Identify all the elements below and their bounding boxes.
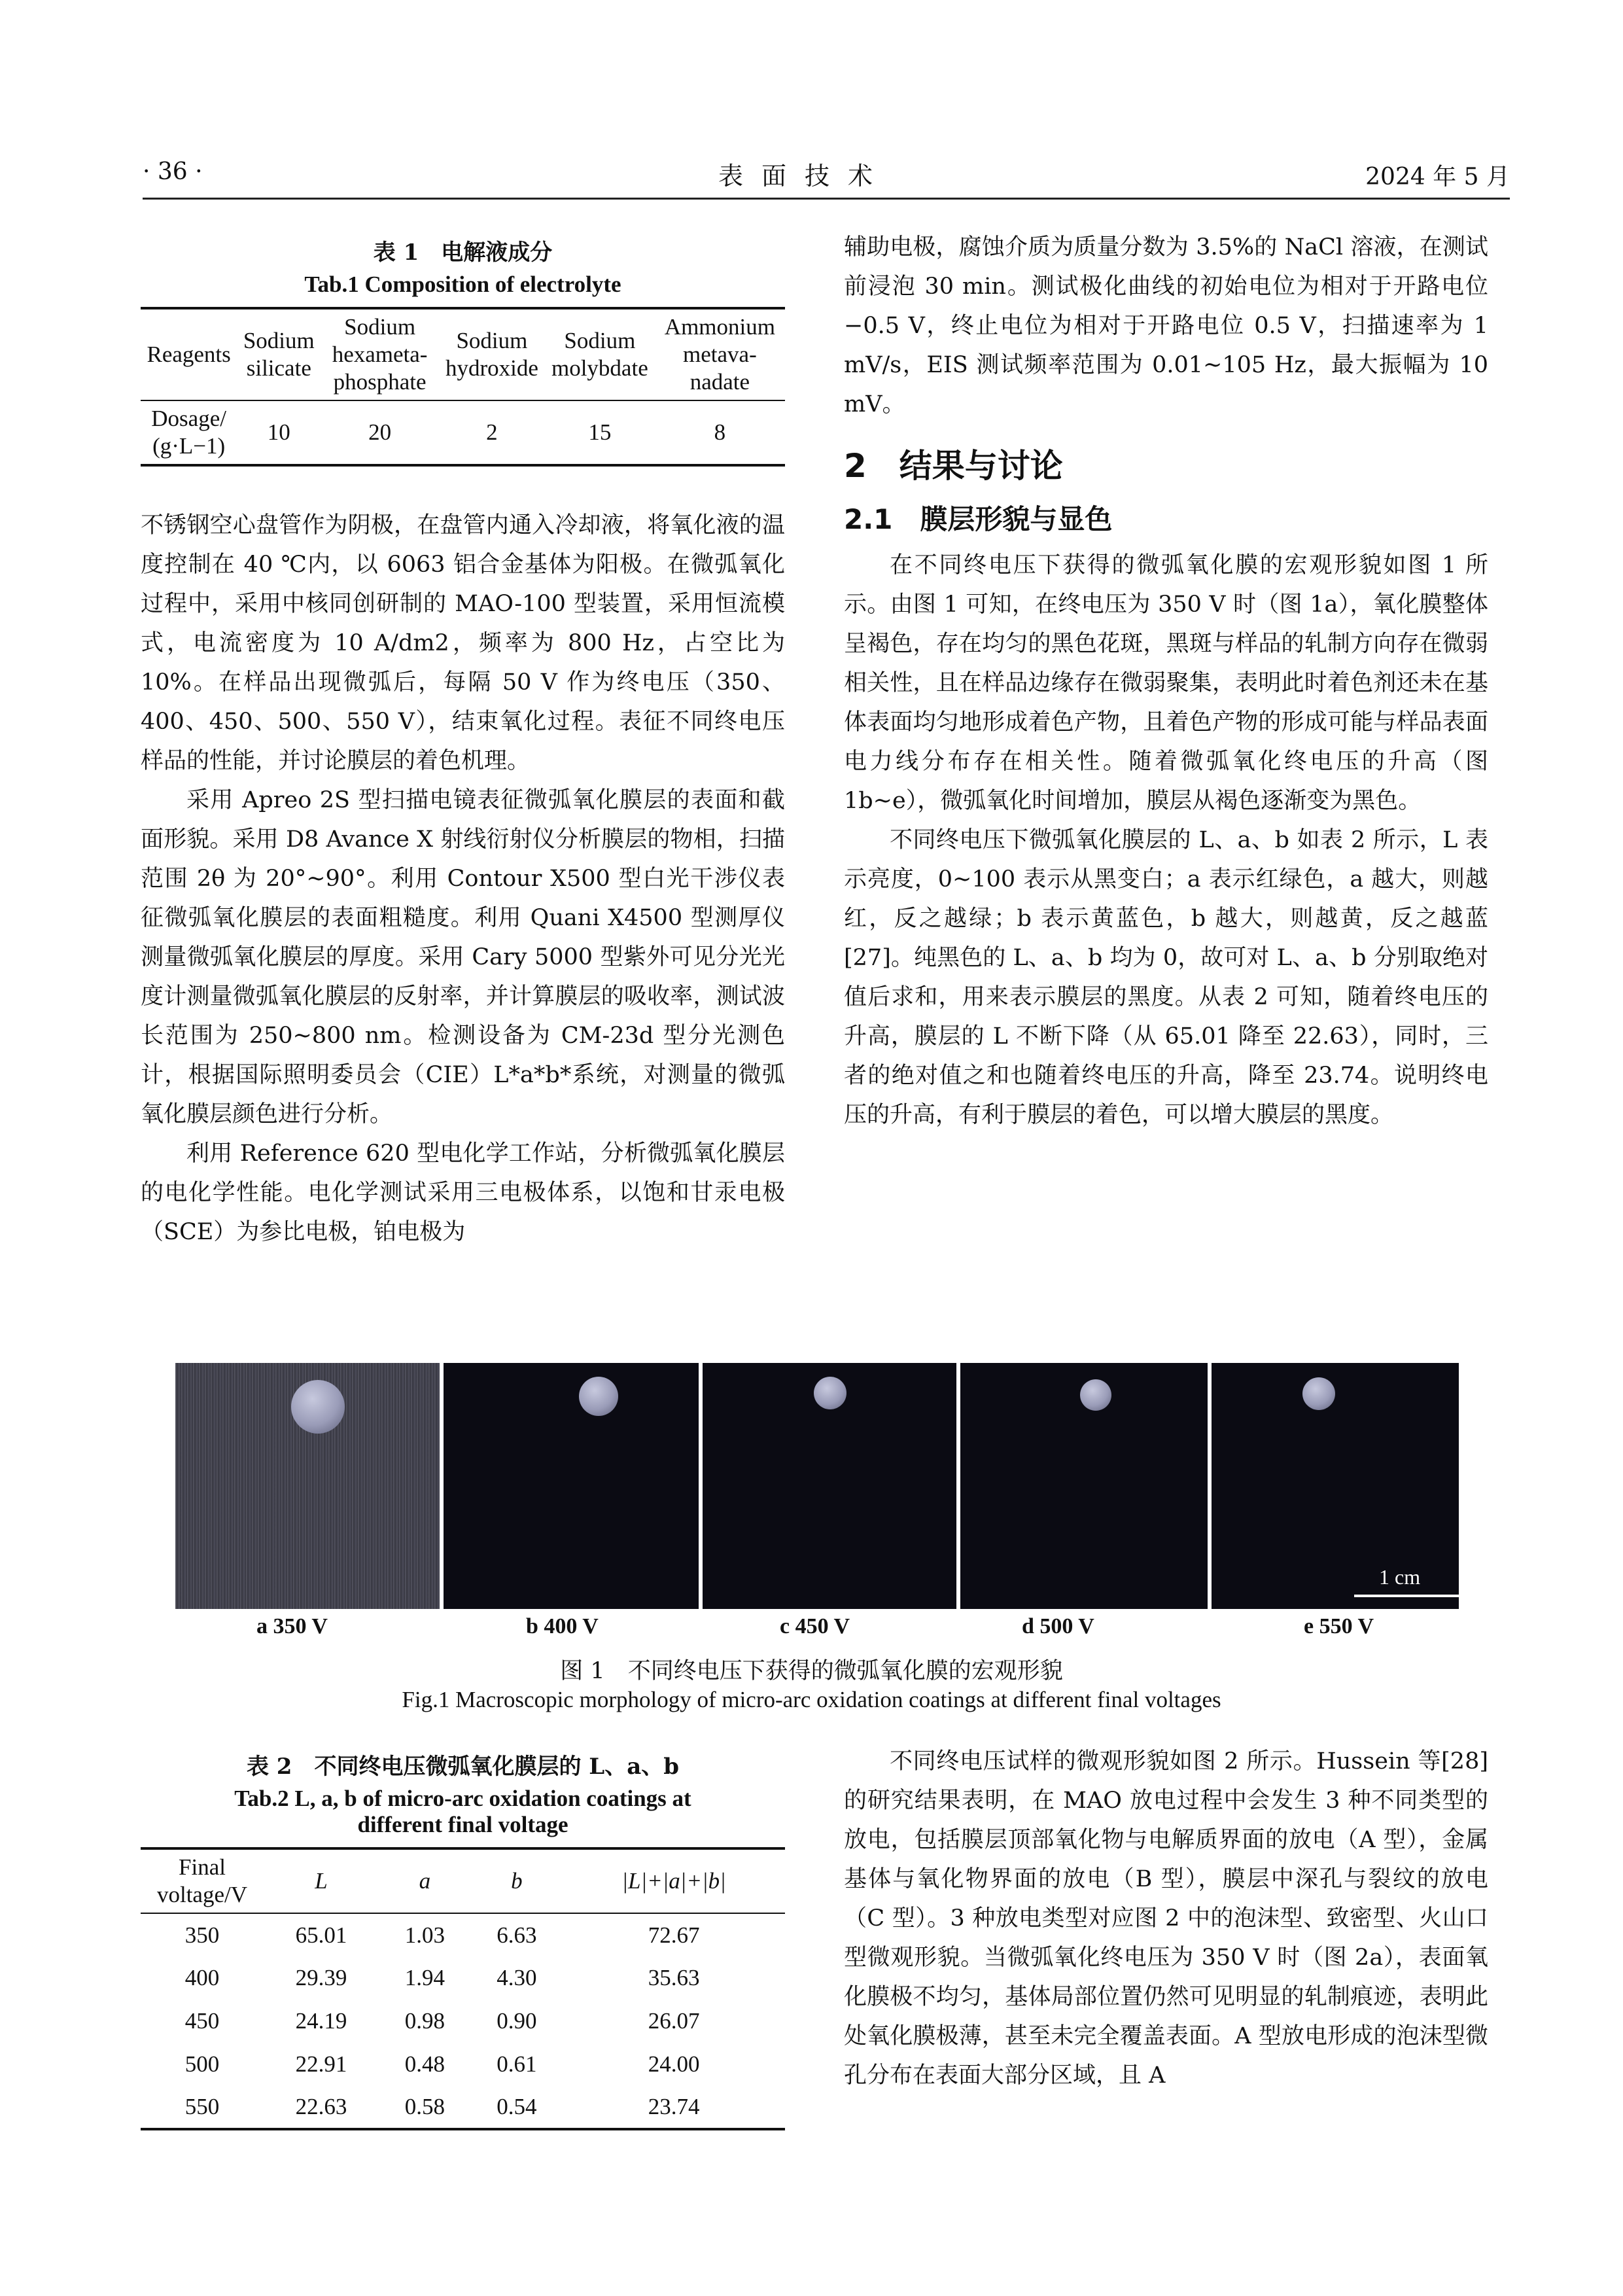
table-2-cell: 6.63 xyxy=(497,1922,537,1948)
table-1-title-cn: 表 1 电解液成分 xyxy=(373,239,553,266)
table-2-cell: 400 xyxy=(184,1965,220,1990)
table-2-cell: 0.90 xyxy=(497,2008,537,2034)
sample-hole xyxy=(291,1380,345,1434)
sample-hole xyxy=(814,1377,846,1409)
figure-1-caption-cn: 图 1 不同终电压下获得的微弧氧化膜的宏观形貌 xyxy=(560,1658,1063,1684)
table-2-cell: 0.61 xyxy=(497,2051,537,2077)
table-2-cell: 24.19 xyxy=(295,2008,347,2034)
table-2-cell: 22.63 xyxy=(295,2094,347,2119)
paragraph: 不同终电压试样的微观形貌如图 2 所示。Hussein 等[28]的研究结果表明，在 MAO 放电过程中会发生 3 种不同类型的放电，包括膜层顶部氧化物与电解质界面的放电（A 型），金属基体与氧化物界面的放电（B 型），膜层中深孔与裂纹的放电（C 型）。3 种放电类型对应图 2 中的泡沫型、致密型、火山口型微观形貌。当微弧氧化终电压为 350 V 时（图 2a），表面氧化膜极不均匀，基体局部位置仍然可见明显的轧制痕迹，表明此处氧化膜极薄，甚至未完全覆盖表面。A 型放电形成的泡沫型微孔分布在表面大部分区域，且 A xyxy=(844,1748,1488,2089)
table-1-header: Sodium hydroxide xyxy=(445,328,538,381)
table-1-cell: 10 xyxy=(267,419,290,445)
paragraph: 利用 Reference 620 型电化学工作站，分析微弧氧化膜层的电化学性能。电化学测试采用三电极体系，以饱和甘汞电极（SCE）为参比电极，铂电极为 xyxy=(141,1140,785,1245)
subsection-heading: 2.1 膜层形貌与显色 xyxy=(844,503,1113,535)
table-1-cell: 15 xyxy=(588,419,612,445)
page-header xyxy=(143,156,1510,200)
sample-hole xyxy=(1302,1377,1335,1410)
photo-label: c 450 V xyxy=(780,1614,850,1638)
paragraph: 采用 Apreo 2S 型扫描电镜表征微弧氧化膜层的表面和截面形貌。采用 D8 Avance X 射线衍射仪分析膜层的物相，扫描范围 2θ 为 20°~90°。利用 Contour X500 型白光干涉仪表征微弧氧化膜层的表面粗糙度。利用 Quani X4500 型测厚仪测量微弧氧化膜层的厚度。采用 Cary 5000 型紫外可见分光光度计测量微弧氧化膜层的反射率，并计算膜层的吸收率，测试波长范围为 250~800 nm。检测设备为 CM-23d 型分光测色计，根据国际照明委员会（CIE）L*a*b*系统，对测量的微弧氧化膜层颜色进行分析。 xyxy=(141,787,785,1127)
table-1-header: Sodium silicate xyxy=(243,328,315,381)
figure-1-caption-en: Fig.1 Macroscopic morphology of micro-arc oxidation coatings at different final voltages xyxy=(402,1687,1221,1712)
scale-bar-label: 1 cm xyxy=(1379,1565,1421,1589)
table-2-header: Final voltage/V xyxy=(156,1854,248,1907)
scale-bar xyxy=(1354,1595,1462,1597)
table-2-cell: 450 xyxy=(184,2008,220,2034)
table-2-header: L xyxy=(315,1868,328,1894)
table-1-cell: 2 xyxy=(486,419,498,445)
paragraph: 不锈钢空心盘管作为阴极，在盘管内通入冷却液，将氧化液的温度控制在 40 ℃内，以 6063 铝合金基体为阳极。在微弧氧化过程中，采用中核同创研制的 MAO-100 型装置，采用恒流模式，电流密度为 10 A/dm2，频率为 800 Hz，占空比为 10%。在样品出现微弧后，每隔 50 V 作为终电压（350、400、450、500、550 V），结束氧化过程。表征不同终电压样品的性能，并讨论膜层的着色机理。 xyxy=(141,512,785,774)
table-2-cell: 35.63 xyxy=(648,1965,700,1990)
table-2-cell: 4.30 xyxy=(497,1965,537,1990)
photo-label: a 350 V xyxy=(256,1614,328,1638)
table-2-cell: 0.98 xyxy=(404,2008,445,2034)
table-2-cell: 22.91 xyxy=(295,2051,347,2077)
table-2-cell: 1.03 xyxy=(404,1922,445,1948)
sample-photo-c xyxy=(703,1363,956,1609)
table-2-cell: 0.54 xyxy=(497,2094,537,2119)
table-1-header: Reagents xyxy=(147,342,231,367)
table-1-header: Sodium molybdate xyxy=(551,328,648,381)
journal-name: 表面技术 xyxy=(718,162,892,190)
sample-photo-e xyxy=(1212,1363,1459,1609)
table-2-cell: 29.39 xyxy=(295,1965,347,1990)
left-column-text xyxy=(141,506,785,1252)
table-2 xyxy=(141,1748,785,2130)
table-2-header: |L|+|a|+|b| xyxy=(621,1868,726,1894)
table-2-header: b xyxy=(511,1868,523,1894)
page-number: · 36 · xyxy=(143,158,203,185)
table-1-grid xyxy=(141,307,785,467)
table-1-cell: 20 xyxy=(368,419,392,445)
table-2-cell: 500 xyxy=(184,2051,220,2077)
table-2-cell: 65.01 xyxy=(295,1922,347,1948)
paragraph: 不同终电压下微弧氧化膜层的 L、a、b 如表 2 所示，L 表示亮度，0~100 表示从黑变白；a 表示红绿色，a 越大，则越红，反之越绿；b 表示黄蓝色，b 越大，则越黄，反之越蓝[27]。纯黑色的 L、a、b 均为 0，故可对 L、a、b 分别取绝对值后求和，用来表示膜层的黑度。从表 2 可知，随着终电压的升高，膜层的 L 不断下降（从 65.01 降至 22.63），同时，三者的绝对值之和也随着终电压的升高，降至 23.74。说明终电压的升高，有利于膜层的着色，可以增大膜层的黑度。 xyxy=(844,827,1488,1128)
table-2-cell: 350 xyxy=(184,1922,220,1948)
table-2-cell: 1.94 xyxy=(404,1965,445,1990)
table-2-cell: 24.00 xyxy=(648,2051,700,2077)
table-2-cell: 0.48 xyxy=(404,2051,445,2077)
sample-photo-d xyxy=(960,1363,1208,1609)
sample-hole xyxy=(579,1377,618,1416)
photo-label: b 400 V xyxy=(526,1614,599,1638)
issue-date: 2024 年 5 月 xyxy=(1365,164,1510,190)
sample-photo-a xyxy=(175,1363,440,1609)
paragraph: 在不同终电压下获得的微弧氧化膜的宏观形貌如图 1 所示。由图 1 可知，在终电压为 350 V 时（图 1a），氧化膜整体呈褐色，存在均匀的黑色花斑，黑斑与样品的轧制方向存在微弱相关性，且在样品边缘存在微弱聚集，表明此时着色剂还未在基体表面均匀地形成着色产物，且着色产物的形成可能与样品表面电力线分布存在相关性。随着微弧氧化终电压的升高（图 1b~e），微弧氧化时间增加，膜层从褐色逐渐变为黑色。 xyxy=(844,552,1488,814)
photo-label: e 550 V xyxy=(1304,1614,1374,1638)
section-heading: 2 结果与讨论 xyxy=(844,447,1063,485)
bottom-right-text xyxy=(844,1742,1488,2095)
table-2-title-cn: 表 2 不同终电压微弧氧化膜层的 L、a、b xyxy=(246,1754,680,1780)
table-2-title-en-1: Tab.2 L, a, b of micro-arc oxidation coatings at xyxy=(234,1786,691,1811)
table-2-cell: 550 xyxy=(184,2094,220,2119)
table-2-grid xyxy=(141,1847,785,2130)
table-2-cell: 72.67 xyxy=(648,1922,700,1948)
table-1-title-en: Tab.1 Composition of electrolyte xyxy=(304,272,621,297)
table-2-title-en-2: different final voltage xyxy=(357,1812,568,1837)
sample-photo-b xyxy=(444,1363,699,1609)
table-2-cell: 26.07 xyxy=(648,2008,700,2034)
table-1-header: Sodium hexameta-phosphate xyxy=(332,314,428,395)
table-1-header: Ammonium metava-nadate xyxy=(664,314,775,395)
paragraph: 辅助电极，腐蚀介质为质量分数为 3.5%的 NaCl 溶液，在测试前浸泡 30 min。测试极化曲线的初始电位为相对于开路电位−0.5 V，终止电位为相对于开路电位 0.5 V，扫描速率为 1 mV/s，EIS 测试频率范围为 0.01~105 Hz，最大振幅为 10 mV。 xyxy=(844,234,1488,417)
table-1 xyxy=(141,234,785,467)
table-1-row-label: Dosage/ (g·L−1) xyxy=(151,406,226,459)
table-2-cell: 0.58 xyxy=(404,2094,445,2119)
table-1-cell: 8 xyxy=(714,419,726,445)
table-2-header: a xyxy=(419,1868,431,1894)
sample-hole xyxy=(1080,1379,1111,1411)
photo-label: d 500 V xyxy=(1022,1614,1094,1638)
table-2-cell: 23.74 xyxy=(648,2094,700,2119)
right-column-text xyxy=(844,228,1488,1135)
